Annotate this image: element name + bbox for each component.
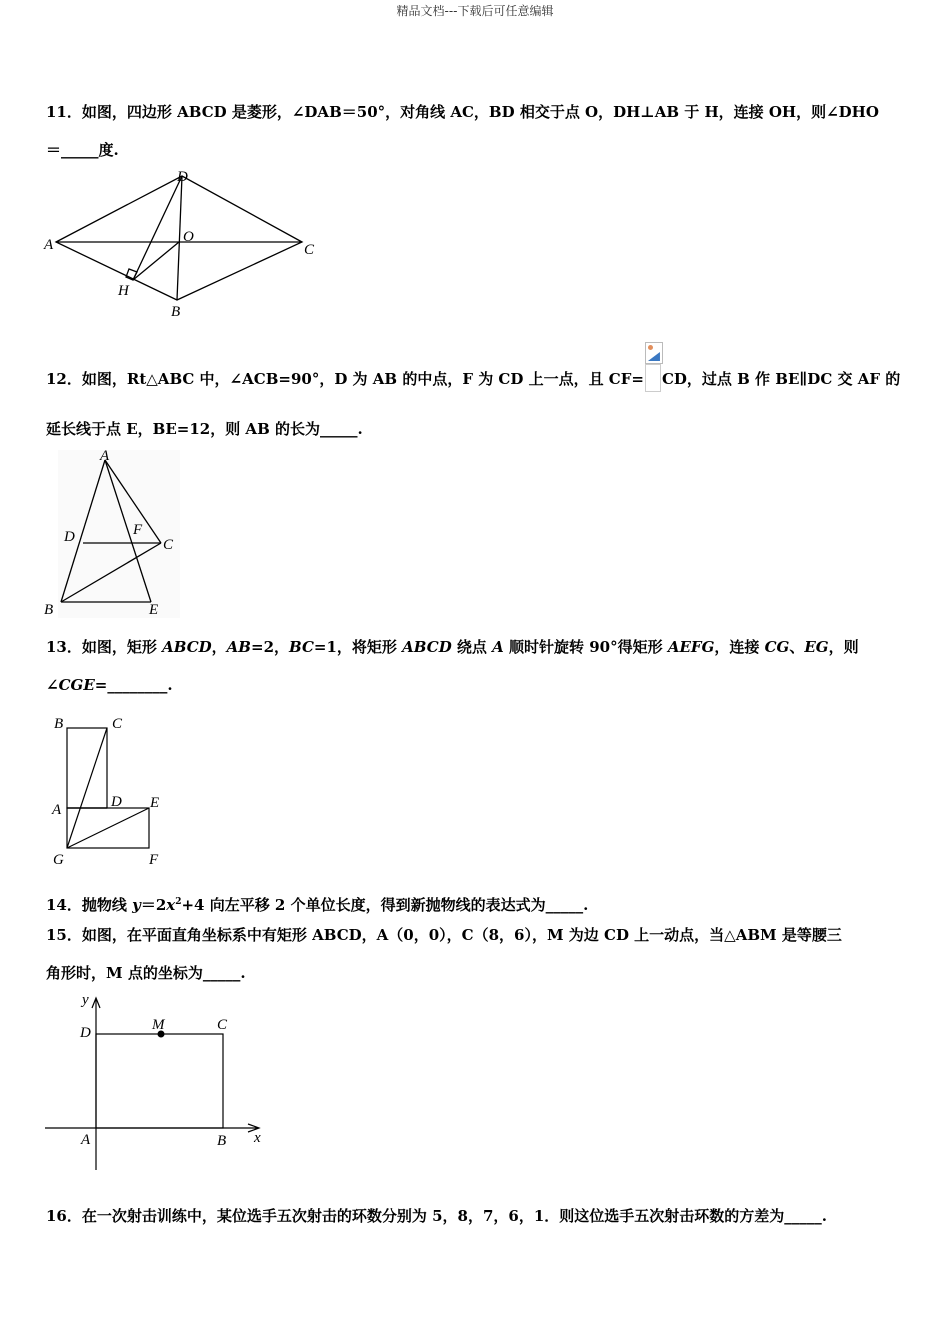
segment-cg [67, 728, 107, 848]
fraction-box [645, 364, 661, 392]
q13-text-line1: 13．如图，矩形 ABCD，AB=2，BC=1，将矩形 ABCD 绕点 A 顺时针旋转 90°得矩形 AEFG，连接 CG、EG，则 [46, 638, 859, 656]
segment-eg [67, 808, 149, 848]
label-h: H [118, 283, 129, 299]
label-g: G [53, 852, 64, 868]
label-d: D [111, 794, 122, 810]
label-o: O [183, 229, 194, 245]
segment-oh [133, 242, 179, 280]
q15-text-line2: 角形时，M 点的坐标为_____. [46, 964, 246, 982]
label-f: F [149, 852, 159, 868]
rectangle-abcd [67, 728, 107, 808]
label-f: F [133, 522, 143, 538]
label-b: B [54, 716, 64, 732]
label-b: B [44, 602, 54, 618]
page-header: 精品文档---下载后可任意编辑 [396, 4, 554, 18]
label-d: D [80, 1025, 91, 1041]
label-c: C [217, 1017, 228, 1033]
label-m: M [152, 1017, 165, 1033]
q13-text-line2: ∠CGE=________. [46, 676, 173, 694]
label-c: C [112, 716, 123, 732]
q15-text-line1: 15．如图，在平面直角坐标系中有矩形 ABCD，A（0，0），C（8，6），M 为边 CD 上一动点，当△ABM 是等腰三 [46, 926, 842, 944]
label-b: B [171, 304, 181, 320]
label-c: C [163, 537, 174, 553]
label-d: D [64, 529, 75, 545]
q14-text: 14．抛物线 $y=2x^2+4$ 向左平移 2 个单位长度，得到新抛物线的表达式为_____. [46, 896, 589, 914]
label-e: E [150, 795, 160, 811]
label-e: E [149, 602, 159, 618]
fraction-image [645, 356, 661, 404]
q12-triangle-figure [40, 448, 185, 620]
label-a: A [100, 448, 110, 464]
q11-text-line2: ＝_____度. [46, 141, 119, 159]
q11-rhombus-figure [40, 165, 330, 325]
q12-line1-part1: 12．如图，Rt△ABC 中，∠ACB=90°，D 为 AB 的中点，F 为 CD 上一点，且 CF= [46, 370, 644, 388]
q11-text-line1: 11．如图，四边形 ABCD 是菱形，∠DAB＝50°，对角线 AC，BD 相交于点 O，DH⊥AB 于 H，连接 OH，则∠DHO [46, 103, 879, 121]
q12-text-line2: 延长线于点 E，BE=12，则 AB 的长为_____. [46, 420, 363, 438]
label-y: y [82, 992, 89, 1008]
q15-coordinate-figure [40, 990, 270, 1172]
diagonal-bd [177, 176, 182, 300]
broken-image-icon [645, 342, 663, 364]
label-b: B [217, 1133, 227, 1149]
q13-rectangles-figure [40, 710, 180, 872]
rectangle-abcd [96, 1034, 223, 1128]
label-c: C [304, 242, 315, 258]
label-d: D [177, 169, 188, 185]
q12-text-line1 [46, 356, 900, 404]
q16-text: 16．在一次射击训练中，某位选手五次射击的环数分别为 5，8，7，6，1．则这位选手五次射击环数的方差为_____. [46, 1207, 828, 1225]
q12-line1-part2: CD，过点 B 作 BE∥DC 交 AF 的 [661, 370, 901, 388]
label-a: A [81, 1132, 91, 1148]
label-a: A [44, 237, 54, 253]
label-x: x [254, 1130, 261, 1146]
label-a: A [52, 802, 62, 818]
segment-dh [133, 176, 182, 280]
